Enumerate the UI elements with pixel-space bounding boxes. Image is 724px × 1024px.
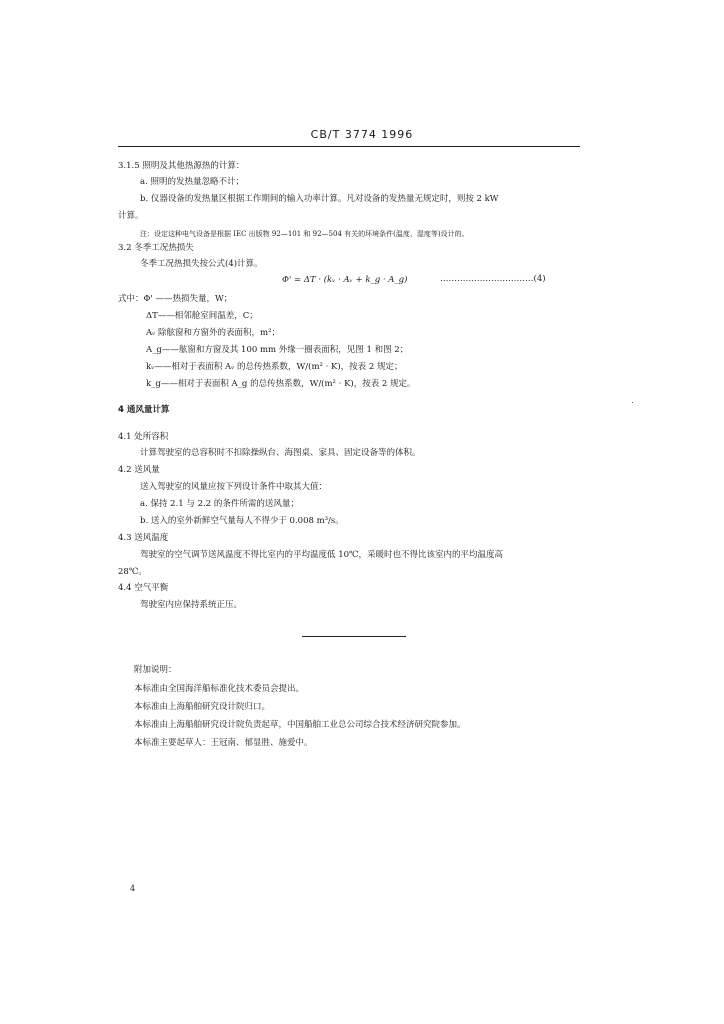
appendix-title: 附加说明： [134,665,177,675]
where-ag: A_g——舷窗和方窗及其 100 mm 外缘一圈表面积，见图 1 和图 2； [146,345,409,355]
section-4-1-heading: 4.1 处所容积 [118,432,169,442]
where-av: Aᵥ 除舷窗和方窗外的表面积，m²； [146,328,280,338]
note-iec: 注：设定这种电气设备是根据 IEC 出版物 92—101 和 92—504 有关的环境条件(温度、湿度等)设计的。 [140,230,469,238]
section-4-3-text: 驾驶室的空气调节送风温度不得比室内的平均温度低 10℃，采暖时也不得比该室内的平均温度高 [140,550,504,560]
section-4-3-continuation: 28℃。 [118,567,147,577]
section-4-heading: 4 通风量计算 [118,405,170,415]
section-3-2-heading: 3.2 冬季工况热损失 [118,243,194,253]
section-4-4-heading: 4.4 空气平衡 [118,583,169,593]
appendix-line-3: 本标准由上海船舶研究设计院负责起草，中国船舶工业总公司综合技术经济研究院参加。 [134,720,466,730]
end-rule [302,636,406,637]
where-kv: kᵥ——相对于表面积 Aᵥ 的总传热系数，W/(m² · K)，按表 2 规定； [146,362,403,372]
section-4-2-text: 送入驾驶室的风量应按下列设计条件中取其大值： [140,482,328,492]
section-4-1-text: 计算驾驶室的总容积时不扣除操纵台、海图桌、家具、固定设备等的体积。 [140,448,421,458]
formula-4: Φ' = ΔT · (kᵥ · Aᵥ + k_g · A_g) [282,275,408,285]
where-phi: 式中：Φ' ——热损失量，W； [118,294,233,304]
equation-number: ……………………………(4) [440,274,546,284]
item-b-continuation: 计算。 [118,211,144,221]
section-4-2-item-a: a. 保持 2.1 与 2.2 的条件所需的送风量； [140,499,299,509]
appendix-line-1: 本标准由全国海洋船标准化技术委员会提出。 [134,684,305,694]
section-3-1-5-heading: 3.1.5 照明及其他热源热的计算： [118,161,245,171]
page-number: 4 [130,884,136,893]
section-3-2-intro: 冬季工况热损失按公式(4)计算。 [140,259,263,269]
appendix-line-4: 本标准主要起草人：王冠南、郁显胜、施爱中。 [134,738,313,748]
standard-code-header: CB/T 3774 1996 [310,128,414,141]
section-4-4-text: 驾驶室内应保持系统正压。 [140,600,243,610]
where-delta-t: ΔT——相邻舱室间温差，C； [146,311,258,321]
section-4-3-heading: 4.3 送风温度 [118,533,169,543]
section-4-2-item-b: b. 送入的室外新鲜空气量每人不得少于 0.008 m³/s。 [140,516,344,526]
appendix-line-2: 本标准由上海船舶研究设计院归口。 [134,702,271,712]
where-kg: k_g——相对于表面积 A_g 的总传热系数，W/(m² · K)，按表 2 规定。 [146,379,416,389]
item-b-equipment: b. 仪器设备的发热量区根据工作期间的输入功率计算。凡对设备的发热量无规定时，则按 2 kW [140,194,499,204]
section-4-2-heading: 4.2 送风量 [118,465,160,475]
item-a-lighting: a. 照明的发热量忽略不计； [140,177,244,187]
header-rule [118,146,580,147]
speck [632,402,633,403]
